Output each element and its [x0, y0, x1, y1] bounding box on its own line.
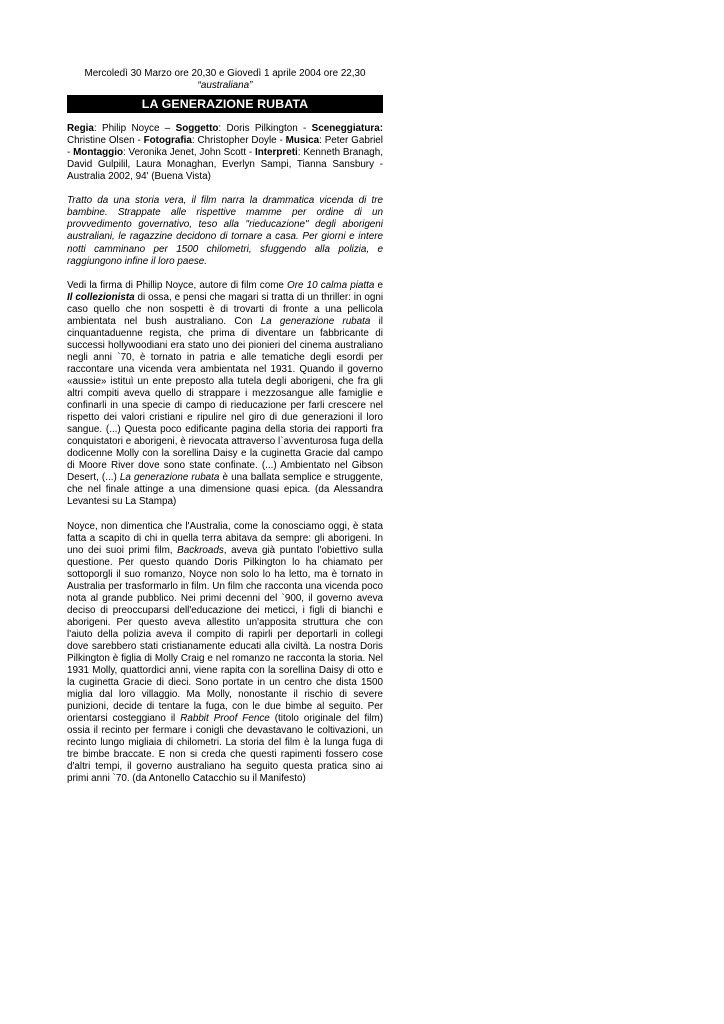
interpreti-value: : Kenneth Branagh, David Gulpilil, Laura Monaghan, Everlyn Sampi, Tianna Sansbury - Australia 2002, 94' (Buena Vista) [67, 147, 383, 183]
review1-text-3: di ossa, e pensi che magari si tratta di un thriller: in ogni caso quello che non sospetti è di trovarti di fronte a una pellicola ambientata nel bush australiano. Con [67, 291, 384, 327]
credits-paragraph [67, 123, 383, 183]
musica-value: : Peter Gabriel - [67, 135, 383, 159]
film-title-bold-italic: Il collezionista [67, 291, 135, 303]
film-title-italic: Ore 10 calma piatta [287, 279, 375, 291]
document-page [67, 68, 383, 786]
review1-text-1: Vedi la firma di Phillip Noyce, autore di film come [67, 279, 288, 291]
film-title-italic: La generazione rubata [260, 315, 371, 327]
regia-value: : Philip Noyce – [93, 123, 176, 135]
musica-label: Musica [285, 135, 320, 147]
montaggio-label: Montaggio [73, 147, 123, 159]
review1-text-2: e [374, 279, 383, 291]
review1-text-4: il cinquantaduenne regista, che prima di diventare un fabbricante di successi hollywoodiani era stato uno dei pionieri del cinema australiano negli anni `70, è tornato in patria e alle tematiche degli esordi per raccontare una vicenda vera ambientata nel 1931. Quando il governo «aussie» istituì un ente preposto alla tutela degli aborigeni, che fra gli altri compiti aveva quello di strappare i mezzosangue alle famiglie e confinarli in una specie di campo di rieducazione per farli crescere nel rispetto dei valori cristiani e ripulire nel giro di due generazioni il loro sangue. (...) Questa poco edificante pagina della storia dei rapporti fra conquistatori e aborigeni, è rievocata attraverso l`avventurosa fuga della dodicenne Molly con la sorellina Daisy e la cuginetta Gracie dal campo di Moore River dove sono state confinate. (...) Ambientato nel Gibson Desert, (...) [67, 315, 383, 484]
montaggio-value: : Veronika Jenet, John Scott - [123, 147, 255, 159]
interpreti-label: Interpreti [254, 147, 298, 159]
regia-label: Regia [67, 123, 94, 135]
sceneggiatura-label: Sceneggiatura: [311, 123, 383, 135]
review1-text-5: è una ballata semplice e struggente, che nel finale attinge a una dimensione quasi epica. (da Alessandra Levantesi su La Stampa) [67, 472, 384, 508]
review-paragraph-stampa [67, 280, 383, 509]
review2-text-1: Noyce, non dimentica che l'Australia, come la conosciamo oggi, è stata fatta a scapito di chi in quella terra abitava da sempre: gli aborigeni. In uno dei suoi primi film, [67, 520, 383, 556]
review2-text-3: (titolo originale del film) ossia il recinto per fermare i conigli che devastavano le coltivazioni, un recinto lungo migliaia di chilometri. La storia del film è la lunga fuga di tre bimbe braccate. E non si creda che questi rapimenti fossero cose d'altri tempi, il governo australiano ha seguito questa pratica sino ai primi anni `70. (da Antonello Catacchio su il Manifesto) [67, 713, 383, 785]
review-paragraph-manifesto [67, 521, 383, 786]
synopsis-paragraph: Tratto da una storia vera, il film narra la drammatica vicenda di tre bambine. Strappate alle rispettive mamme per ordine di un provvedimento governativo, teso alla "rieducazione" degli aborigeni australiani, le ragazzine decidono di tornare a casa. Per giorni e intere notti camminano per 1500 chilometri, sfuggendo alla polizia, e raggiungono infine il loro paese. [67, 195, 383, 267]
film-title-italic: La generazione rubata [119, 472, 220, 484]
fotografia-label: Fotografia [143, 135, 192, 147]
film-title-italic: Backroads [177, 544, 224, 556]
fotografia-value: : Christopher Doyle - [191, 135, 286, 147]
review2-text-2: , aveva già puntato l'obiettivo sulla questione. Per questo quando Doris Pilkington lo ha chiamato per sottoporgli il suo romanzo, Noyce non solo lo ha letto, ma è tornato in Australia per trasformarlo in film. Un film che racconta una vicenda poco nota al grande pubblico. Nei primi decenni del `900, il governo aveva deciso di preoccuparsi dell'educazione dei meticci, i figli di bianchi e aborigeni. Per questo aveva allestito un'apposita struttura che con l'aiuto della polizia aveva il compito di rapirli per deportarli in collegi dove sarebbero stati cristianamente educati alla civiltà. La nostra Doris Pilkington è figlia di Molly Craig e nel romanzo ne racconta la storia. Nel 1931 Molly, quattordici anni, viene rapita con la sorellina Daisy di otto e la cuginetta Gracie di dieci. Sono portate in un centro che dista 1500 miglia dal loro villaggio. Ma Molly, nonostante il rischio di severe punizioni, decide di tentare la fuga, con le due bimbe al seguito. Per orientarsi costeggiano il [67, 544, 383, 725]
soggetto-label: Soggetto [175, 123, 219, 135]
soggetto-value: : Doris Pilkington - [218, 123, 312, 135]
screening-dateline: Mercoledì 30 Marzo ore 20,30 e Giovedì 1 aprile 2004 ore 22,30 [84, 68, 366, 79]
film-title-italic: Rabbit Proof Fence [180, 713, 270, 725]
series-label: “australiana” [197, 80, 253, 92]
film-title: LA GENERAZIONE RUBATA [67, 95, 383, 113]
sceneggiatura-value: Christine Olsen - [67, 135, 144, 147]
